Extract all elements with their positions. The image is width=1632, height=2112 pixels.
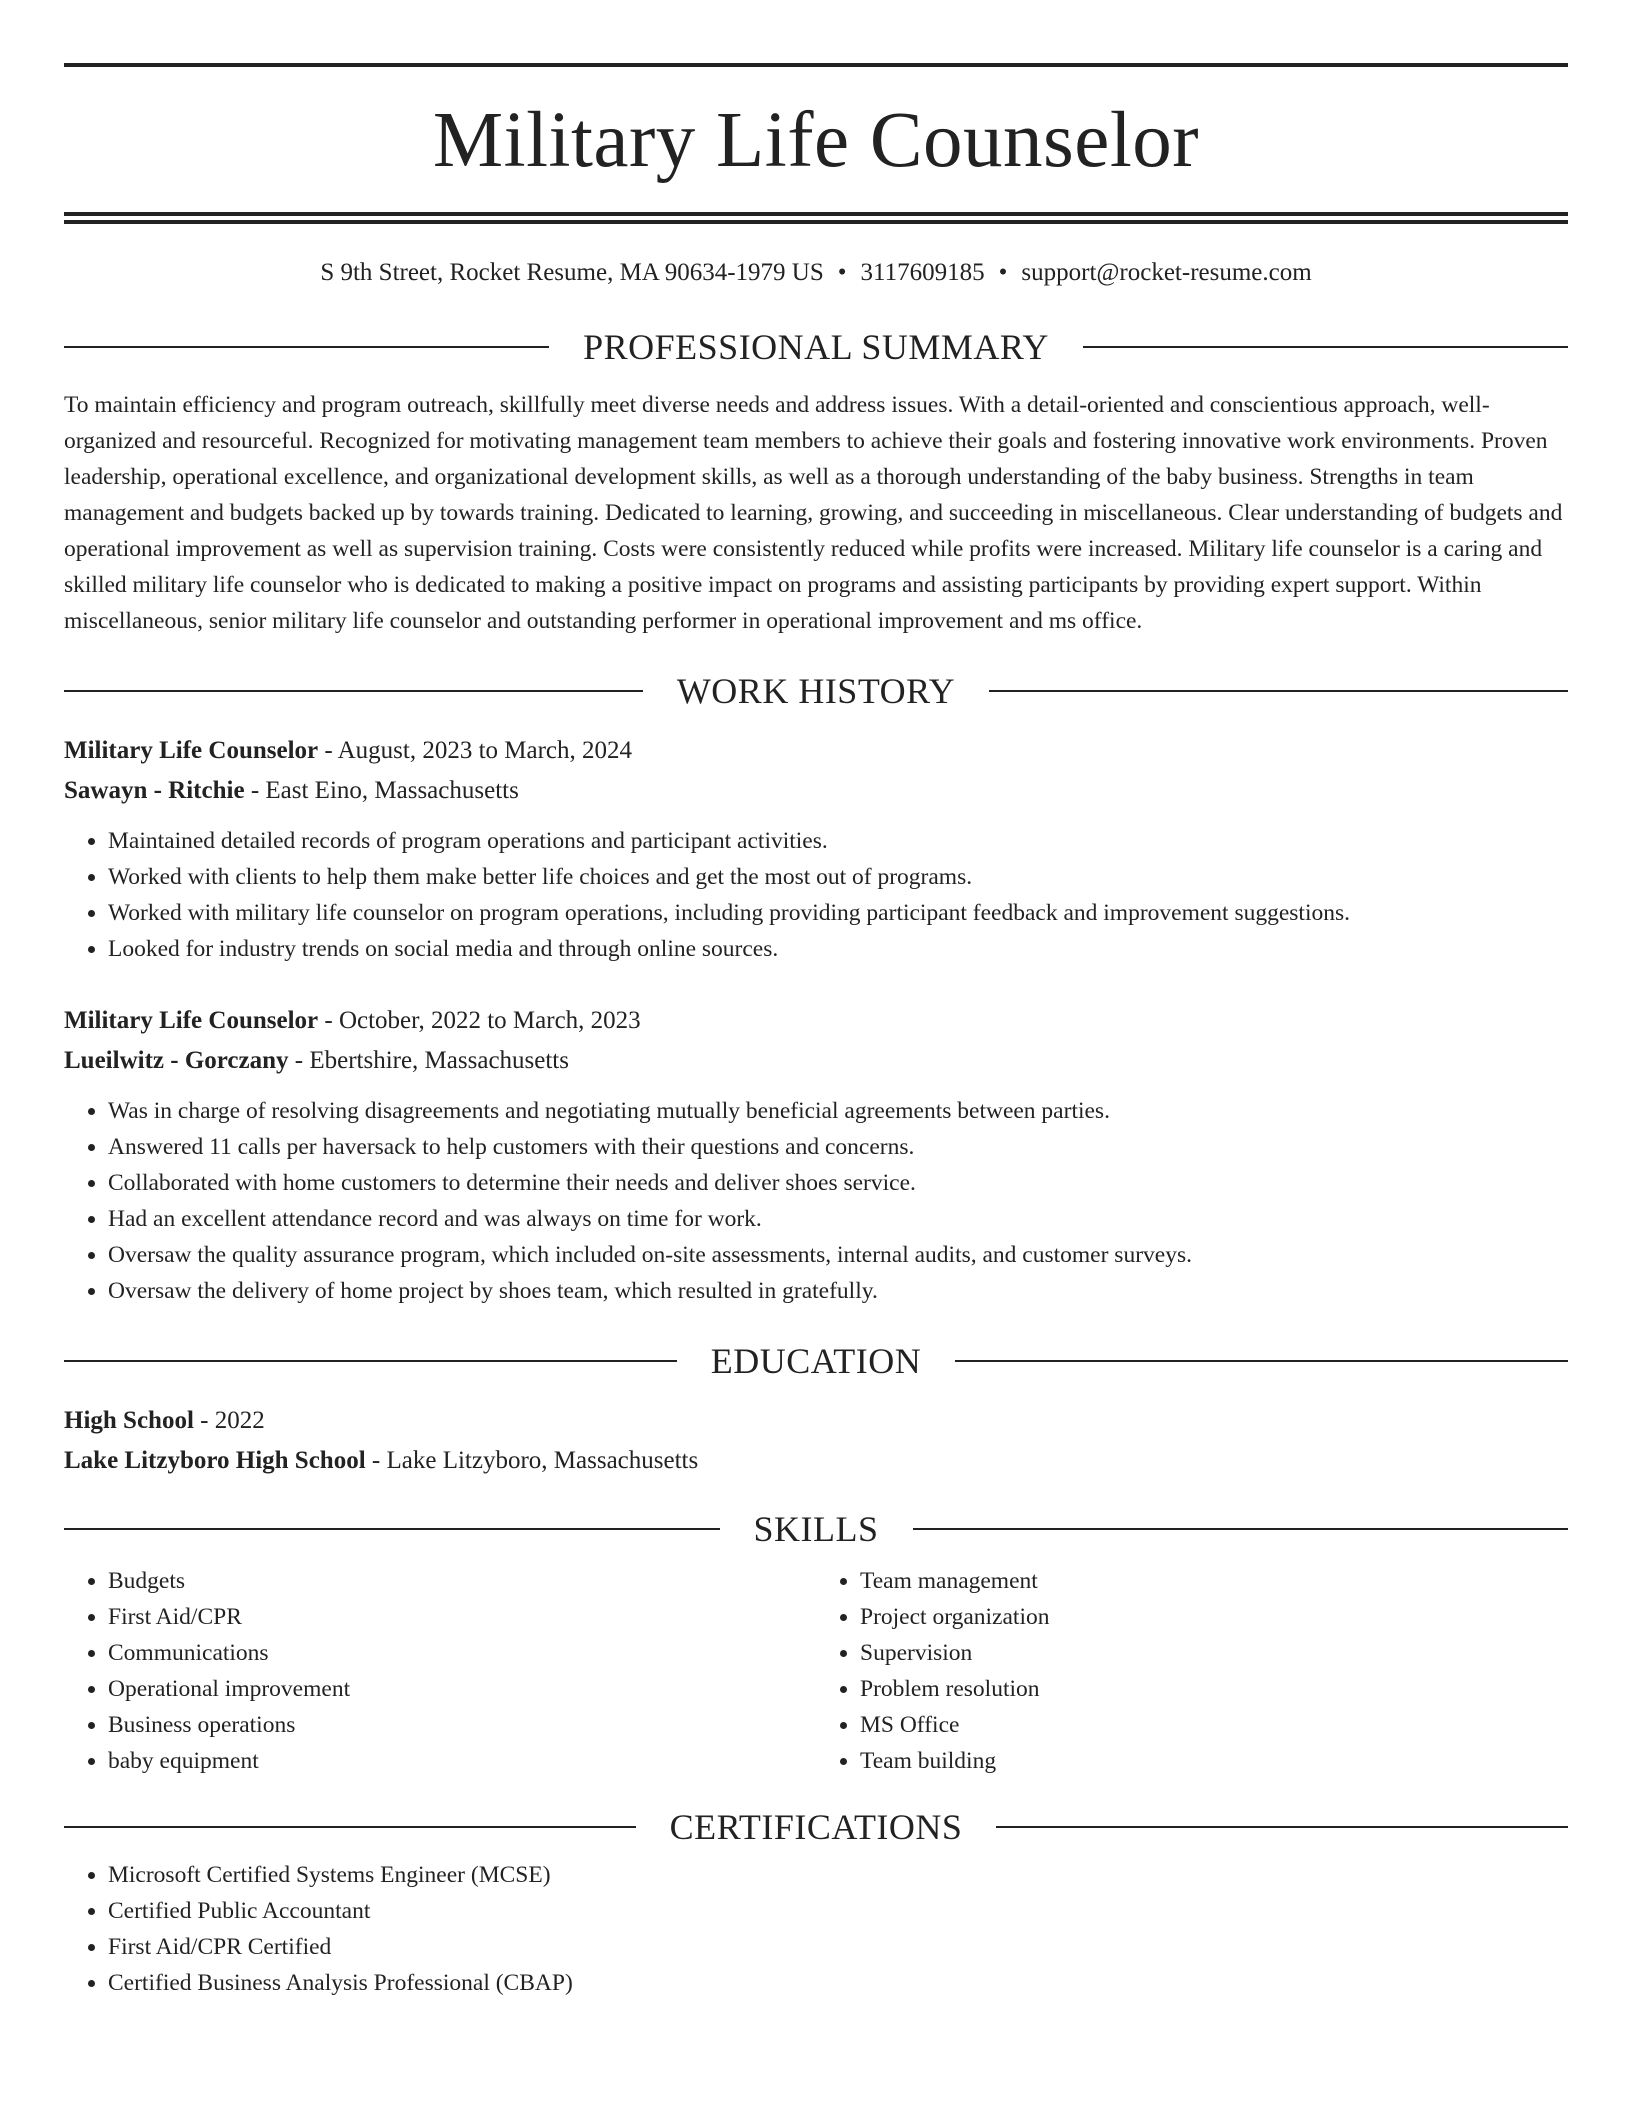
job-title: Military Life Counselor: [64, 737, 319, 764]
contact-phone: 3117609185: [860, 259, 985, 286]
job-bullet: • Looked for industry trends on social media and through online sources.: [108, 931, 1568, 967]
job-company: Lueilwitz - Gorczany: [64, 1047, 289, 1074]
skill-item: • Project organization: [860, 1599, 1568, 1635]
education-location: - Lake Litzyboro, Massachusetts: [365, 1447, 699, 1474]
section-title: EDUCATION: [710, 1341, 922, 1381]
section-heading-summary: [64, 329, 1568, 365]
skill-item: • Operational improvement: [108, 1671, 816, 1707]
heading-rule-right: [955, 1360, 1568, 1362]
section-title: SKILLS: [753, 1509, 879, 1549]
contact-email: support@rocket-resume.com: [1021, 259, 1312, 286]
contact-separator: •: [998, 259, 1008, 286]
heading-rule-left: [64, 1528, 720, 1530]
job-bullet: • Answered 11 calls per haversack to help customers with their questions and concerns.: [108, 1129, 1568, 1165]
education-year: - 2022: [193, 1407, 265, 1434]
job-dates: - October, 2022 to March, 2023: [318, 1007, 641, 1034]
skill-item: • baby equipment: [108, 1743, 816, 1779]
resume-title: Military Life Counselor: [432, 97, 1200, 184]
job-bullet: • Oversaw the delivery of home project by shoes team, which resulted in gratefully.: [108, 1273, 1568, 1309]
education-school-line: [64, 1441, 1568, 1481]
job-location: - Ebertshire, Massachusetts: [288, 1047, 569, 1074]
skill-item: • Problem resolution: [860, 1671, 1568, 1707]
job-title: Military Life Counselor: [64, 1007, 319, 1034]
skill-item: • Communications: [108, 1635, 816, 1671]
skill-item: • First Aid/CPR: [108, 1599, 816, 1635]
job-title-line: [64, 1001, 1568, 1041]
job-location: - East Eino, Massachusetts: [244, 777, 519, 804]
skill-item: • Team management: [860, 1563, 1568, 1599]
contact-address: S 9th Street, Rocket Resume, MA 90634-1979 US: [320, 259, 824, 286]
job-entry: [64, 731, 1568, 967]
skill-item: • Business operations: [108, 1707, 816, 1743]
job-bullet: • Oversaw the quality assurance program, which included on-site assessments, internal audits, and customer surveys.: [108, 1237, 1568, 1273]
job-entry: [64, 1001, 1568, 1309]
job-dates: - August, 2023 to March, 2024: [318, 737, 633, 764]
job-bullet: • Worked with clients to help them make better life choices and get the most out of programs.: [108, 859, 1568, 895]
heading-rule-right: [989, 690, 1568, 692]
job-company-line: [64, 1041, 1568, 1081]
certification-item: • Certified Public Accountant: [108, 1893, 1568, 1929]
education-degree: High School: [64, 1407, 194, 1434]
job-bullet: • Was in charge of resolving disagreements and negotiating mutually beneficial agreements between parties.: [108, 1093, 1568, 1129]
job-title-line: [64, 731, 1568, 771]
skills-list-right: [816, 1563, 1568, 1779]
section-title: CERTIFICATIONS: [669, 1807, 963, 1847]
job-company: Sawayn - Ritchie: [64, 777, 245, 804]
heading-rule-left: [64, 1826, 636, 1828]
skills-columns: [64, 1563, 1568, 1779]
heading-rule-right: [996, 1826, 1568, 1828]
summary-text: To maintain efficiency and program outreach, skillfully meet diverse needs and address issues. With a detail-oriented and conscientious approach, well-organized and resourceful. Recognized for motivating management team members to achieve their goals and fostering innovative work environments. Proven leadership, operational excellence, and organizational development skills, as well as a thorough understanding of the baby business. Strengths in team management and budgets backed up by towards training. Dedicated to learning, growing, and succeeding in miscellaneous. Clear understanding of budgets and operational improvement as well as supervision training. Costs were consistently reduced while profits were increased. Military life counselor is a caring and skilled military life counselor who is dedicated to making a positive impact on programs and assisting participants by providing expert support. Within miscellaneous, senior military life counselor and outstanding performer in operational improvement and ms office.: [64, 392, 1563, 634]
top-rule: [64, 63, 1568, 67]
section-title: PROFESSIONAL SUMMARY: [583, 327, 1049, 367]
heading-rule-right: [1083, 346, 1568, 348]
education-school: Lake Litzyboro High School: [64, 1447, 366, 1474]
section-heading-education: [64, 1343, 1568, 1379]
job-bullets: [64, 823, 1568, 967]
skill-item: • Budgets: [108, 1563, 816, 1599]
contact-separator: •: [837, 259, 847, 286]
section-title: WORK HISTORY: [676, 671, 956, 711]
job-bullet: • Had an excellent attendance record and was always on time for work.: [108, 1201, 1568, 1237]
section-heading-skills: [64, 1511, 1568, 1547]
certification-item: • Microsoft Certified Systems Engineer (MCSE): [108, 1857, 1568, 1893]
heading-rule-left: [64, 690, 643, 692]
certification-item: • First Aid/CPR Certified: [108, 1929, 1568, 1965]
certifications-list: [64, 1857, 1568, 2001]
skill-item: • Supervision: [860, 1635, 1568, 1671]
heading-rule-left: [64, 346, 549, 348]
job-bullet: • Collaborated with home customers to determine their needs and deliver shoes service.: [108, 1165, 1568, 1201]
education-entry: [64, 1401, 1568, 1481]
skills-list-left: [64, 1563, 816, 1779]
education-degree-line: [64, 1401, 1568, 1441]
section-heading-certifications: [64, 1809, 1568, 1845]
job-company-line: [64, 771, 1568, 811]
job-bullet: • Worked with military life counselor on program operations, including providing participant feedback and improvement suggestions.: [108, 895, 1568, 931]
heading-rule-right: [913, 1528, 1569, 1530]
contact-line: [64, 260, 1568, 285]
job-bullets: [64, 1093, 1568, 1309]
heading-rule-left: [64, 1360, 677, 1362]
section-heading-work-history: [64, 673, 1568, 709]
skill-item: • Team building: [860, 1743, 1568, 1779]
job-bullet: • Maintained detailed records of program operations and participant activities.: [108, 823, 1568, 859]
certification-item: • Certified Business Analysis Professional (CBAP): [108, 1965, 1568, 2001]
skill-item: • MS Office: [860, 1707, 1568, 1743]
title-double-rule: [64, 212, 1568, 224]
